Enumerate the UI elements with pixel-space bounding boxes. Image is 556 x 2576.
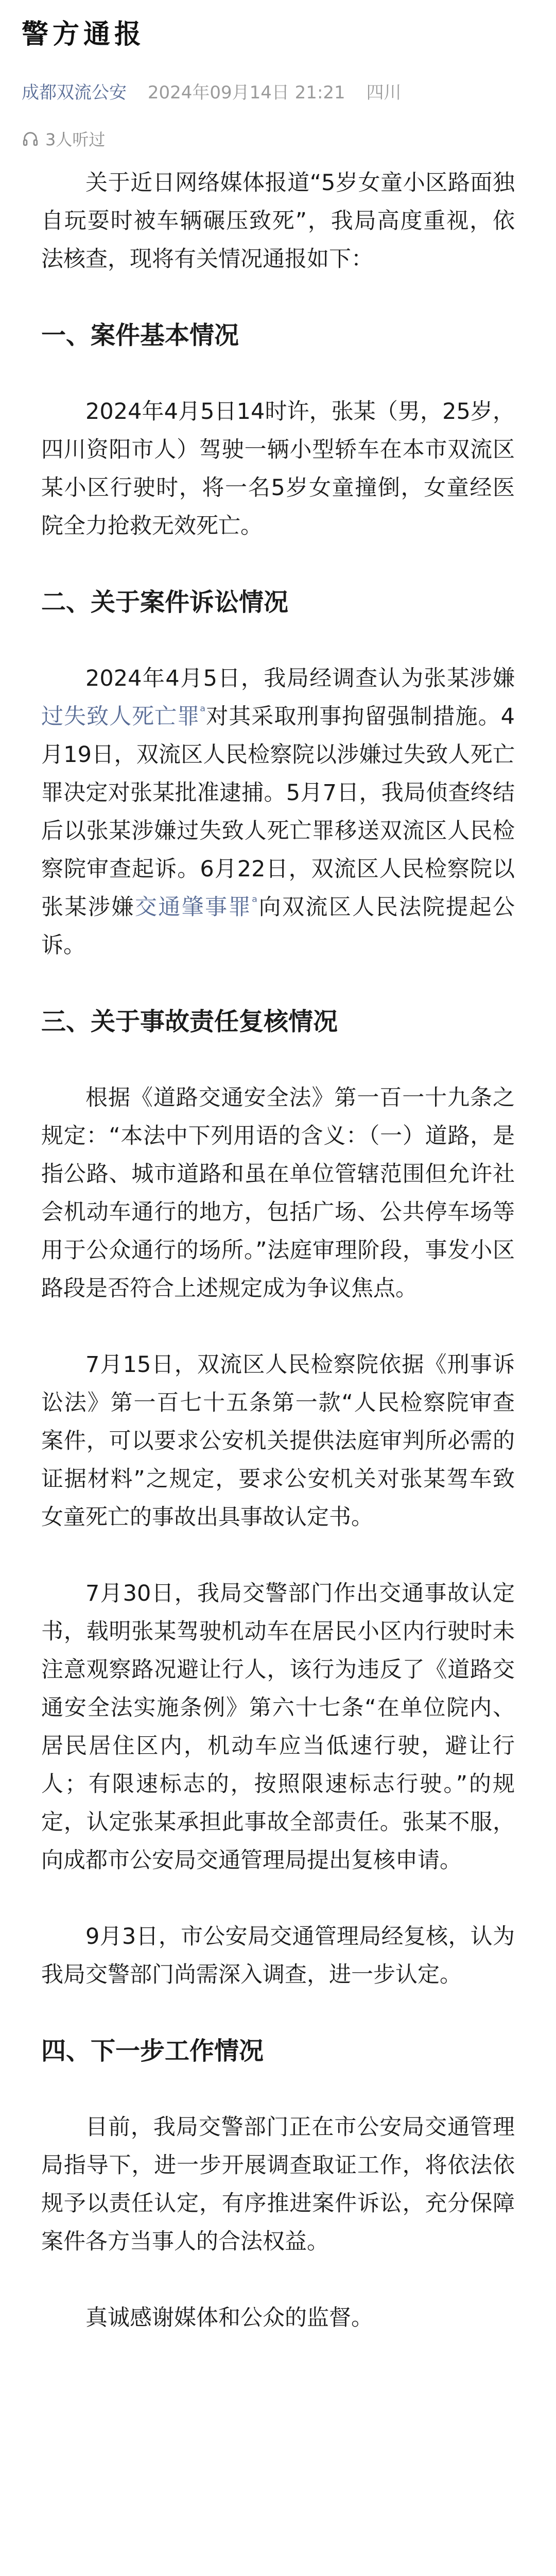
term-link-traffic-offense[interactable] <box>135 894 257 920</box>
section-1-paragraph: 2024年4月5日14时许，张某（男，25岁，四川资阳市人）驾驶一辆小型轿车在本市双流区某小区行驶时，将一名5岁女童撞倒，女童经医院全力抢救无效死亡。 <box>41 399 515 539</box>
closing-paragraph: 真诚感谢媒体和公众的监督。 <box>85 2305 373 2331</box>
term-link-label: 交通肇事罪 <box>134 894 252 920</box>
section-2-title: 二、关于案件诉讼情况 <box>41 588 289 617</box>
section-3-title: 三、关于事故责任复核情况 <box>41 1007 338 1036</box>
article-meta <box>22 78 401 104</box>
listen-button[interactable] <box>22 127 105 150</box>
headphones-icon <box>22 130 39 147</box>
section-3-paragraph-3: 7月30日，我局交警部门作出交通事故认定书，载明张某驾驶机动车在居民小区内行驶时未注意观察路况避让行人，该行为违反了《道路交通安全法实施条例》第六十七条“在单位院内、居民居住区内，机动车应当低速行驶，避让行人；有限速标志的，按照限速标志行驶。”的规定，认定张某承担此事故全部责任。张某不服，向成都市公安局交通管理局提出复核申请。 <box>41 1581 515 1873</box>
search-icon: ᵃ <box>252 893 258 910</box>
section-3-paragraph-1: 根据《道路交通安全法》第一百一十九条之规定：“本法中下列用语的含义：（一）道路，是指公路、城市道路和虽在单位管辖范围但允许社会机动车通行的地方，包括广场、公共停车场等用于公众通行的场所。”法庭审理阶段，事发小区路段是否符合上述规定成为争议焦点。 <box>41 1085 515 1301</box>
section-4-paragraph: 目前，我局交警部门正在市公安局交通管理局指导下，进一步开展调查取证工作，将依法依规予以责任认定，有序推进案件诉讼，充分保障案件各方当事人的合法权益。 <box>41 2114 515 2255</box>
account-name[interactable]: 成都双流公安 <box>22 82 127 103</box>
section-2-text-b: 对其采取刑事拘留强制措施。4月19日，双流区人民检察院以涉嫌过失致人死亡罪决定对张某批准逮捕。5月7日，我局侦查终结后以张某涉嫌过失致人死亡罪移送双流区人民检察院审查起诉。6月22日，双流区人民检察院以张某涉嫌 <box>41 704 515 920</box>
intro-paragraph: 关于近日网络媒体报道“5岁女童小区路面独自玩耍时被车辆碾压致死”，我局高度重视，依法核查，现将有关情况通报如下： <box>41 170 515 272</box>
section-2-text-a: 2024年4月5日，我局经调查认为张某涉嫌 <box>85 666 515 691</box>
publish-time: 2024年09月14日 21:21 <box>147 82 345 103</box>
article-title: 警方通报 <box>22 19 146 50</box>
term-link-negligent-homicide[interactable] <box>41 704 205 730</box>
section-2-text-c: 向双流区人民法院提起公诉。 <box>41 894 515 958</box>
section-3-paragraph-2: 7月15日，双流区人民检察院依据《刑事诉讼法》第一百七十五条第一款“人民检察院审查案件，可以要求公安机关提供法庭审判所必需的证据材料”之规定，要求公安机关对张某驾车致女童死亡的事故出具事故认定书。 <box>41 1352 515 1530</box>
section-3-paragraph-4: 9月3日，市公安局交通管理局经复核，认为我局交警部门尚需深入调查，进一步认定。 <box>41 1924 515 1988</box>
section-2-paragraph <box>41 659 515 964</box>
article-body <box>41 164 515 2375</box>
publish-region: 四川 <box>366 82 402 103</box>
section-1-title: 一、案件基本情况 <box>41 321 239 350</box>
listen-count: 3人听过 <box>45 130 106 149</box>
term-link-label: 过失致人死亡罪 <box>41 704 200 730</box>
section-4-title: 四、下一步工作情况 <box>41 2037 264 2065</box>
search-icon: ᵃ <box>200 702 206 720</box>
